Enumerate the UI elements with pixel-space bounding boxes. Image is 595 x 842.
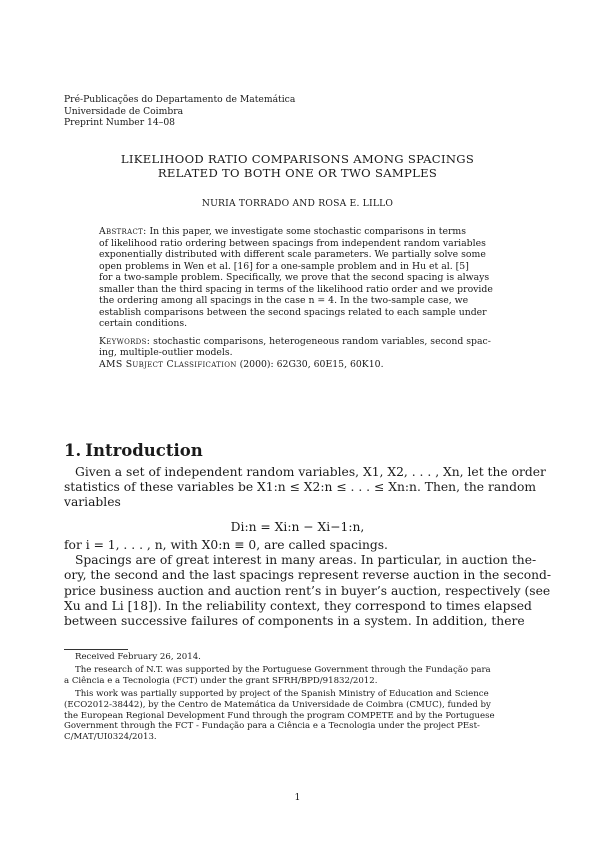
body-line: Given a set of independent random variables, X1, X2, . . . , Xn, let the order: [75, 465, 546, 479]
preprint-header: [64, 94, 295, 129]
body-line: statistics of these variables be X1:n ≤ X2:n ≤ . . . ≤ Xn:n. Then, the random: [64, 480, 537, 494]
keywords-label: Keywords:: [99, 335, 151, 347]
abstract-line: establish comparisons between the second spacings related to each sample under: [99, 306, 487, 318]
abstract-line: the ordering among all spacings in the case n = 4. In the two-sample case, we: [99, 295, 469, 307]
footnote-line: This work was partially supported by project of the Spanish Ministry of Education and Science: [75, 688, 489, 699]
abstract-line: exponentially distributed with different scale parameters. We partially solve some: [99, 249, 486, 261]
footnotes: [64, 652, 532, 743]
footnote-line: a Ciência e a Tecnologia (FCT) under the grant SFRH/BPD/91832/2012.: [64, 675, 378, 686]
footnote-rule: [64, 649, 128, 650]
authors: NURIA TORRADO AND ROSA E. LILLO: [201, 198, 394, 209]
footnote-line: Government through the FCT - Fundação para a Ciência e a Tecnologia under the project PEst-: [64, 721, 480, 732]
abstract-line: smaller than the third spacing in terms of the likelihood ratio order and we provide: [99, 283, 493, 295]
keywords-text: ing, multiple-outlier models.: [99, 347, 233, 359]
abstract-line: certain conditions.: [99, 318, 188, 330]
abstract-line: In this paper, we investigate some stochastic comparisons in terms: [146, 226, 467, 237]
footnote-line: The research of N.T. was supported by the Portuguese Government through the Fundação para: [75, 664, 491, 675]
page-number: 1: [294, 792, 301, 803]
intro-paragraph-1-end: [64, 538, 532, 553]
footnote-line: C/MAT/UI0324/2013.: [64, 732, 157, 743]
body-line: variables: [64, 495, 121, 510]
title-line: RELATED TO BOTH ONE OR TWO SAMPLES: [157, 166, 438, 180]
intro-paragraph-1: [64, 465, 546, 480]
intro-paragraph-1-cont: [64, 480, 537, 511]
abstract-label: Abstract:: [99, 226, 147, 237]
header-line: Preprint Number 14–08: [64, 117, 176, 129]
abstract-line: of likelihood ratio ordering between spacings from independent random variables: [99, 237, 486, 249]
body-line: ory, the second and the last spacings represent reverse auction in the second-: [64, 568, 552, 583]
ams-label: AMS Subject Classification: [99, 359, 237, 371]
abstract-line: open problems in Wen et al. [16] for a one-sample problem and in Hu et al. [5]: [99, 260, 469, 272]
ams-text: (2000): 62G30, 60E15, 60K10.: [236, 359, 384, 371]
body-line: Spacings are of great interest in many areas. In particular, in auction the-: [75, 553, 537, 567]
body-line: between successive failures of components in a system. In addition, there: [64, 614, 525, 629]
section-number: 1.: [64, 441, 82, 460]
abstract: [99, 226, 499, 371]
keywords-text: stochastic comparisons, heterogeneous random variables, second spac-: [150, 335, 491, 347]
body-line: for i = 1, . . . , n, with X0:n ≡ 0, are called spacings.: [64, 538, 388, 552]
footnote-line: (ECO2012-38442), by the Centro de Matemática da Universidade de Coimbra (CMUC), funded by: [64, 699, 491, 710]
paper-title: [60, 152, 535, 180]
header-line: Universidade de Coimbra: [64, 105, 184, 117]
footnote-line: the European Regional Development Fund through the program COMPETE and by the Portuguese: [64, 710, 495, 721]
footnote-received: Received February 26, 2014.: [75, 652, 201, 662]
body-line: price business auction and auction rent’s in buyer’s auction, respectively (see: [64, 583, 551, 598]
header-line: Pré-Publicações do Departamento de Matemática: [64, 94, 296, 105]
title-line: LIKELIHOOD RATIO COMPARISONS AMONG SPACINGS: [120, 152, 475, 166]
intro-paragraph-2: [64, 553, 552, 629]
body-line: Xu and Li [18]). In the reliability context, they correspond to times elapsed: [64, 598, 532, 613]
section-title: Introduction: [85, 441, 203, 460]
spacing-equation: Di:n = Xi:n − Xi−1:n,: [230, 520, 365, 534]
section-heading: [64, 441, 203, 460]
abstract-line: for a two-sample problem. Specifically, we prove that the second spacing is always: [99, 272, 490, 284]
